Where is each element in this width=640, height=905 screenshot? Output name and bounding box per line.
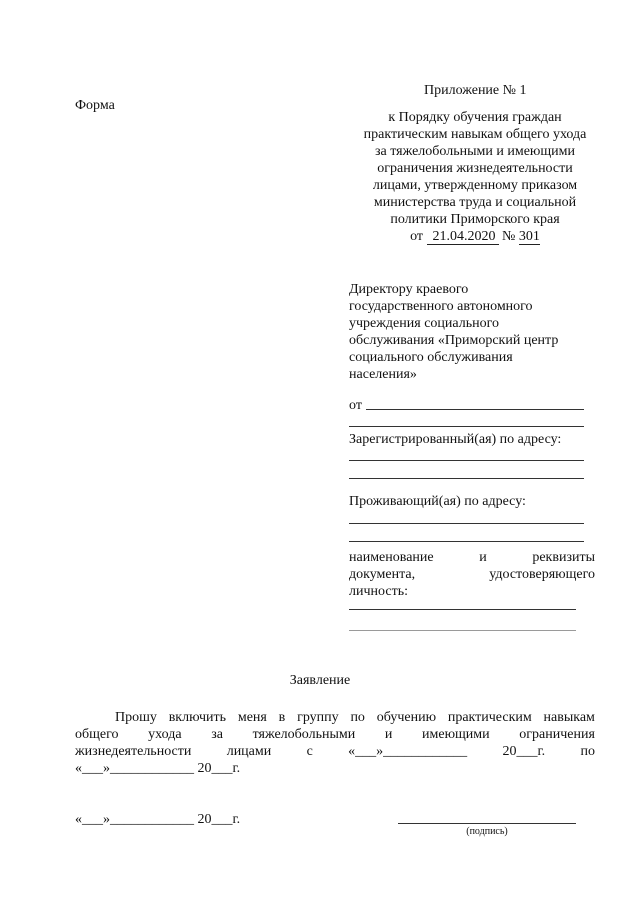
- doc-word: и: [479, 550, 487, 565]
- identity-document-field[interactable]: [349, 609, 576, 610]
- statement-word: ограничения: [519, 727, 595, 742]
- identity-document-field-line2[interactable]: [349, 630, 576, 631]
- statement-word: жизнедеятельности: [75, 744, 192, 759]
- addressee-block: [349, 281, 558, 383]
- doc-word: удостоверяющего: [489, 567, 595, 582]
- registered-address-field-line2[interactable]: [349, 478, 584, 479]
- statement-word: ухода: [148, 727, 182, 742]
- appendix-line: практическим навыкам общего ухода: [363, 127, 587, 142]
- statement-body: [75, 709, 595, 777]
- identity-document-label: [349, 549, 595, 600]
- appendix-line: к Порядку обучения граждан: [388, 110, 562, 125]
- doc-word: документа,: [349, 567, 416, 582]
- from-name-field[interactable]: [366, 409, 584, 410]
- order-reference: [330, 228, 620, 245]
- statement-word: за: [211, 727, 223, 742]
- doc-word: наименование: [349, 550, 434, 565]
- end-date-field[interactable]: «___»____________ 20___г.: [75, 761, 241, 776]
- statement-word: включить: [168, 710, 227, 725]
- start-year-field[interactable]: 20___г.: [502, 744, 546, 759]
- statement-word: имеющими: [422, 727, 490, 742]
- addressee-line: учреждения социального: [349, 316, 499, 331]
- residing-address-label: Проживающий(ая) по адресу:: [349, 494, 526, 509]
- application-date-field[interactable]: «___»____________ 20___г.: [75, 812, 241, 827]
- signature-caption: (подпись): [466, 826, 508, 837]
- form-label: Форма: [75, 98, 115, 113]
- addressee-line: обслуживания «Приморский центр: [349, 333, 559, 348]
- doc-word: реквизиты: [532, 550, 595, 565]
- from-label: от: [349, 398, 362, 413]
- addressee-line: Директору краевого: [349, 282, 469, 297]
- statement-word: навыкам: [543, 710, 595, 725]
- appendix-line: политики Приморского края: [390, 212, 560, 227]
- doc-word: личность:: [349, 584, 408, 599]
- appendix-line: министерства труда и социальной: [373, 195, 577, 210]
- statement-word: по: [580, 744, 595, 759]
- appendix-line: за тяжелобольными и имеющими: [374, 144, 575, 159]
- addressee-line: социального обслуживания: [349, 350, 513, 365]
- registered-address-field[interactable]: [349, 460, 584, 461]
- appendix-line: лицами, утвержденному приказом: [372, 178, 578, 193]
- residing-address-field-line2[interactable]: [349, 541, 584, 542]
- statement-word: обучению: [376, 710, 437, 725]
- statement-word: меня: [237, 710, 267, 725]
- statement-word: в: [278, 710, 286, 725]
- statement-word: группу: [297, 710, 339, 725]
- statement-word: Прошу: [115, 710, 157, 725]
- statement-word: практическим: [447, 710, 532, 725]
- signature-field[interactable]: [398, 823, 576, 824]
- residing-address-field[interactable]: [349, 523, 584, 524]
- statement-word: тяжелобольными: [252, 727, 356, 742]
- appendix-line: ограничения жизнедеятельности: [377, 161, 573, 176]
- statement-word: и: [384, 727, 393, 742]
- appendix-description: [330, 109, 620, 245]
- appendix-title: Приложение № 1: [424, 83, 527, 98]
- statement-word: по: [350, 710, 365, 725]
- statement-word: общего: [75, 727, 119, 742]
- addressee-line: государственного автономного: [349, 299, 533, 314]
- registered-address-label: Зарегистрированный(ая) по адресу:: [349, 432, 562, 447]
- addressee-line: населения»: [349, 367, 417, 382]
- statement-title: Заявление: [289, 673, 351, 688]
- order-date: 21.04.2020: [427, 229, 499, 245]
- order-number-label: №: [502, 229, 516, 244]
- statement-word: с: [306, 744, 313, 759]
- order-prefix: от: [410, 229, 424, 244]
- start-date-field[interactable]: «___»____________: [348, 744, 468, 759]
- order-number: 301: [518, 229, 540, 244]
- from-name-field-line2[interactable]: [349, 426, 584, 427]
- statement-word: лицами: [226, 744, 272, 759]
